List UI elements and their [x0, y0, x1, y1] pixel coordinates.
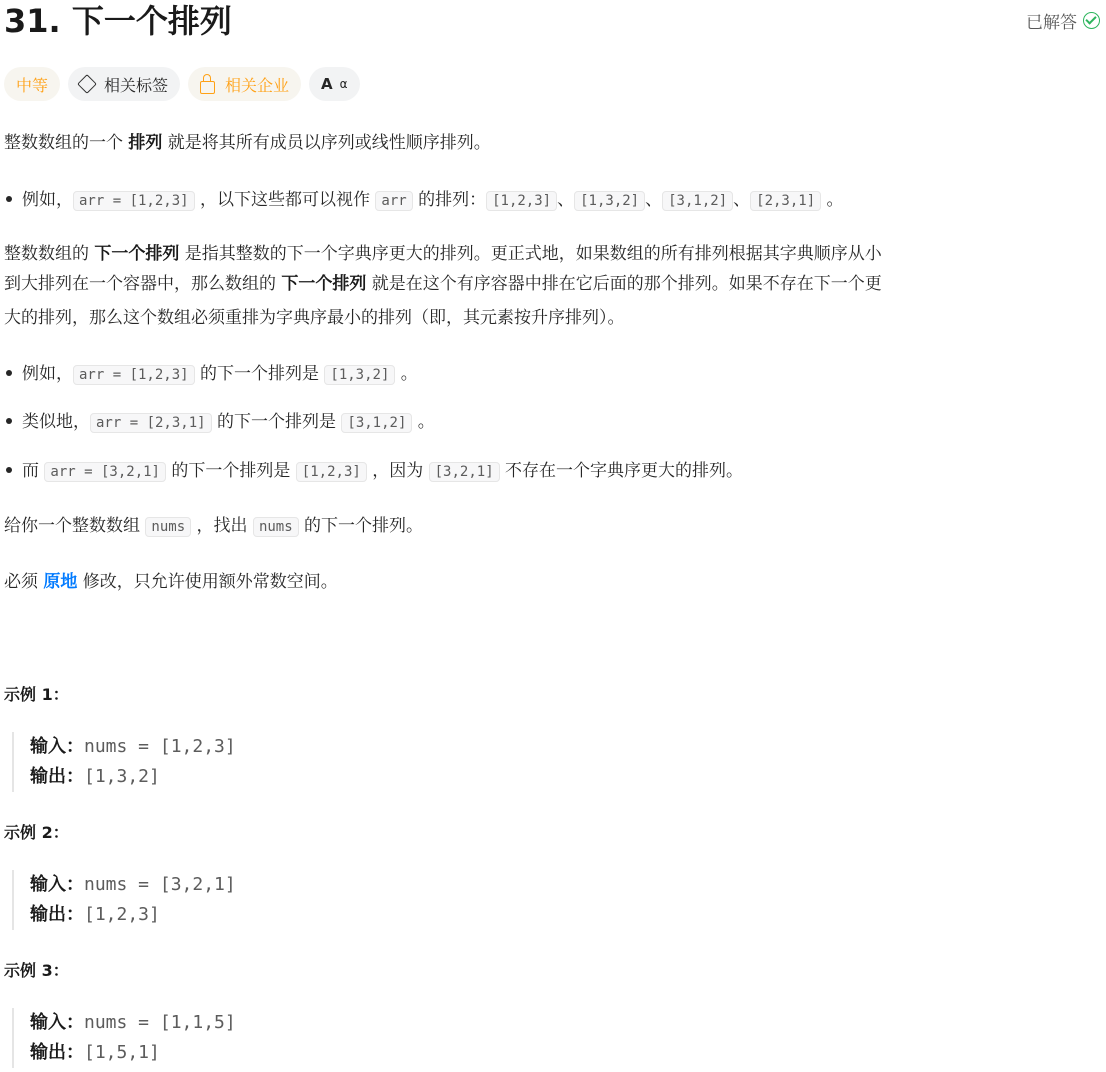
- example-input-line: [30, 1008, 236, 1038]
- text: ，以下这些都可以视作: [194, 190, 376, 210]
- text: 。: [395, 364, 418, 384]
- text: 、: [733, 190, 751, 210]
- bold-term: 排列: [128, 133, 163, 153]
- input-value: nums = [1,1,5]: [84, 1012, 236, 1033]
- text: 例如，: [22, 364, 73, 384]
- example-input-line: [30, 870, 236, 900]
- example-2-block: [12, 870, 236, 930]
- desc-paragraph-1: [4, 129, 491, 157]
- related-tags-label: 相关标签: [104, 75, 169, 95]
- output-label: 输出：: [30, 1042, 84, 1063]
- input-value: nums = [3,2,1]: [84, 874, 236, 895]
- bold-term: 下一个排列: [94, 244, 180, 264]
- translate-button[interactable]: [309, 67, 360, 101]
- text: 整数数组的一个: [4, 133, 129, 153]
- text: 而: [22, 461, 45, 481]
- bullet-icon: [6, 418, 12, 424]
- text: 、: [557, 190, 575, 210]
- inline-code: arr = [2,3,1]: [90, 413, 212, 433]
- output-value: [1,5,1]: [84, 1042, 160, 1063]
- text: 。: [821, 190, 844, 210]
- text: 。: [412, 412, 435, 432]
- list-item: [4, 186, 844, 215]
- tag-bar: [4, 67, 360, 101]
- inline-code: nums: [253, 517, 299, 537]
- inline-code: [2,3,1]: [750, 191, 821, 211]
- text: 就是在这个有序容器中排在它后面的那个排列。如果不存在下一个更: [366, 274, 882, 294]
- solved-label: 已解答: [1026, 13, 1077, 33]
- inline-code: nums: [145, 517, 191, 537]
- inline-code: arr: [375, 191, 412, 211]
- text: 给你一个整数数组: [4, 516, 146, 536]
- input-value: nums = [1,2,3]: [84, 736, 236, 757]
- input-label: 输入：: [30, 874, 84, 895]
- text: 就是将其所有成员以序列或线性顺序排列。: [162, 133, 491, 153]
- text: 的下一个排列。: [298, 516, 424, 536]
- desc-paragraph-2-line-3: [4, 304, 625, 332]
- output-label: 输出：: [30, 766, 84, 787]
- example-output-line: [30, 900, 236, 930]
- inline-code: arr = [1,2,3]: [73, 191, 195, 211]
- output-value: [1,3,2]: [84, 766, 160, 787]
- inline-code: [1,3,2]: [574, 191, 645, 211]
- list-item: [4, 457, 743, 486]
- difficulty-label: 中等: [16, 75, 49, 95]
- desc-paragraph-4: [4, 568, 338, 596]
- example-1-block: [12, 732, 236, 792]
- input-label: 输入：: [30, 1012, 84, 1033]
- text: 整数数组的: [4, 244, 95, 264]
- list-item: [4, 408, 435, 437]
- output-label: 输出：: [30, 904, 84, 925]
- check-circle-icon: [1083, 12, 1100, 29]
- output-value: [1,2,3]: [84, 904, 160, 925]
- text: 修改，只允许使用额外常数空间。: [77, 572, 338, 592]
- inline-code: arr = [1,2,3]: [73, 365, 195, 385]
- text: 是指其整数的下一个字典序更大的排列。更正式地，如果数组的所有排列根据其字典顺序从小: [179, 244, 882, 264]
- text: 、: [645, 190, 663, 210]
- text: 的下一个排列是: [211, 412, 342, 432]
- desc-paragraph-2-line-2: [4, 270, 882, 298]
- difficulty-badge: [4, 67, 60, 101]
- title-row: [4, 0, 1100, 44]
- inline-code: [3,2,1]: [429, 462, 500, 482]
- translate-icon-glyph: α: [339, 77, 348, 91]
- example-3-block: [12, 1008, 236, 1068]
- solved-status[interactable]: [1026, 8, 1100, 33]
- input-label: 输入：: [30, 736, 84, 757]
- example-input-line: [30, 732, 236, 762]
- inline-code: [1,2,3]: [486, 191, 557, 211]
- bullet-icon: [6, 370, 12, 376]
- lock-icon: [200, 81, 215, 94]
- related-companies-label: 相关企业: [225, 75, 290, 95]
- example-output-line: [30, 762, 236, 792]
- tag-icon: [77, 74, 97, 94]
- text: 必须: [4, 572, 44, 592]
- text: 类似地，: [22, 412, 90, 432]
- text: 大的排列，那么这个数组必须重排为字典序最小的排列（即，其元素按升序排列）。: [4, 308, 625, 328]
- text: 的下一个排列是: [194, 364, 325, 384]
- inline-code: [1,2,3]: [296, 462, 367, 482]
- list-item: [4, 360, 418, 389]
- bullet-icon: [6, 467, 12, 473]
- bold-term: 下一个排列: [281, 274, 367, 294]
- inline-code: [3,1,2]: [341, 413, 412, 433]
- text: ，找出: [191, 516, 253, 536]
- example-output-line: [30, 1038, 236, 1068]
- inline-code: [3,1,2]: [662, 191, 733, 211]
- example-2-title: 示例 2：: [4, 823, 69, 842]
- text: 的下一个排列是: [165, 461, 296, 481]
- in-place-link[interactable]: 原地: [43, 572, 78, 592]
- text: 的排列：: [412, 190, 487, 210]
- text: 例如，: [22, 190, 73, 210]
- bullet-icon: [6, 196, 12, 202]
- example-3-title: 示例 3：: [4, 961, 69, 980]
- problem-title: 31. 下一个排列: [4, 2, 232, 40]
- example-1-title: 示例 1：: [4, 685, 69, 704]
- related-tags-button[interactable]: [68, 67, 180, 101]
- inline-code: [1,3,2]: [324, 365, 395, 385]
- desc-paragraph-3: [4, 512, 423, 541]
- text: 到大排列在一个容器中，那么数组的: [4, 274, 282, 294]
- text: 不存在一个字典序更大的排列。: [499, 461, 744, 481]
- text: ，因为: [366, 461, 429, 481]
- translate-icon: A: [321, 75, 333, 93]
- inline-code: arr = [3,2,1]: [44, 462, 166, 482]
- related-companies-button[interactable]: [188, 67, 301, 101]
- desc-paragraph-2-line-1: [4, 240, 882, 268]
